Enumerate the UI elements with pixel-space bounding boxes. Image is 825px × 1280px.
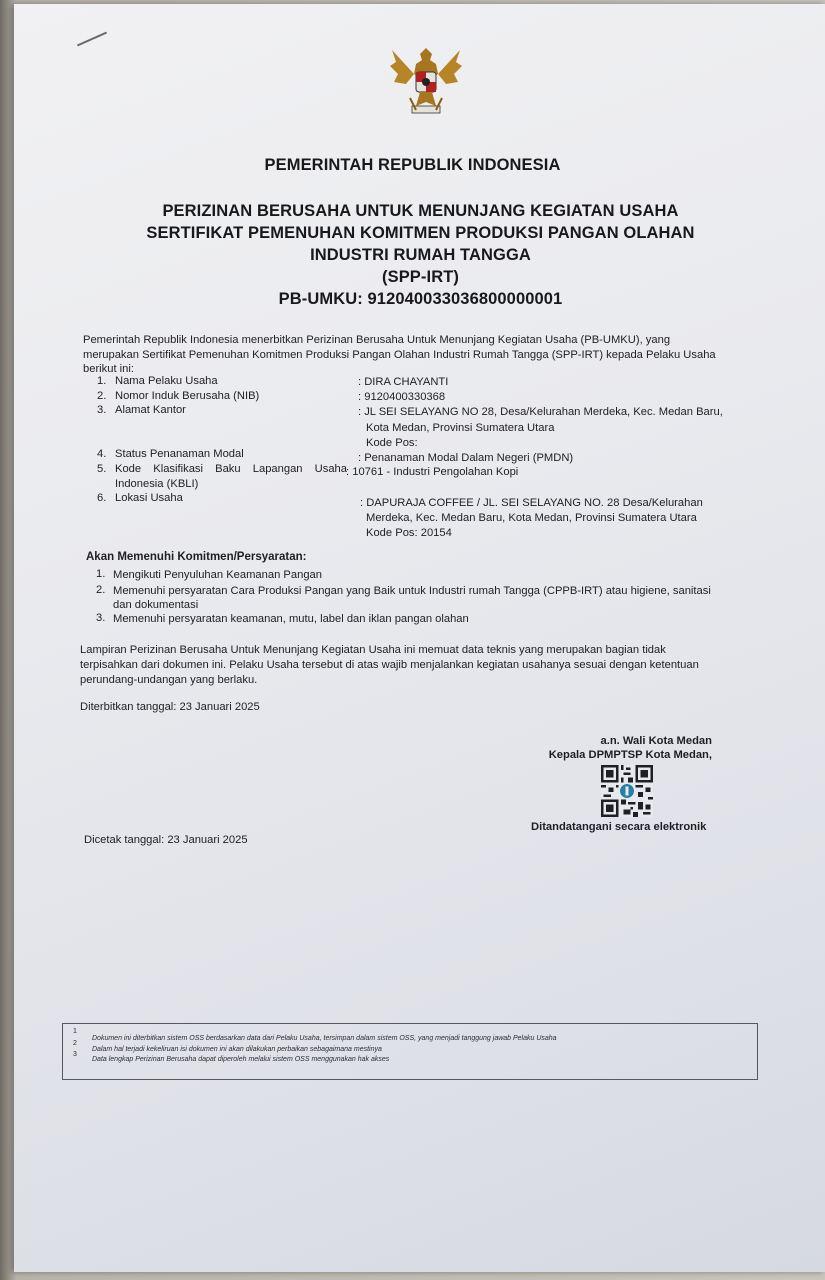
detail-label: Kode Klasifikasi Baku Lapangan Usaha	[115, 463, 347, 475]
footnote-text: Dokumen ini diterbitkan sistem OSS berdasarkan data dari Pelaku Usaha, tersimpan dalam sistem OSS, yang menjadi tanggung jawab Pelaku Usaha	[92, 1035, 557, 1042]
signature-on-behalf: a.n. Wali Kota Medan	[600, 735, 712, 747]
detail-value: : 10761 - Industri Pengolahan Kopi	[346, 466, 519, 478]
detail-number: 4.	[97, 448, 107, 460]
intro-line: merupakan Sertifikat Pemenuhan Komitmen Produksi Pangan Olahan Industri Rumah Tangga (SPP-IRT) kepada Pelaku Usaha	[83, 348, 716, 361]
detail-value: : DIRA CHAYANTI	[358, 376, 449, 388]
detail-value: : JL SEI SELAYANG NO 28, Desa/Kelurahan Merdeka, Kec. Medan Baru,	[358, 406, 723, 418]
electronic-signature-note: Ditandatangani secara elektronik	[531, 821, 707, 833]
commitment-number: 1.	[96, 568, 106, 580]
detail-value: : DAPURAJA COFFEE / JL. SEI SELAYANG NO. 28 Desa/Kelurahan	[360, 497, 703, 509]
detail-number: 5.	[97, 463, 107, 475]
commitment-text: Memenuhi persyaratan keamanan, mutu, label dan iklan pangan olahan	[113, 613, 469, 625]
detail-label: Status Penanaman Modal	[115, 448, 244, 460]
garuda-emblem-icon	[386, 40, 466, 120]
footnote-number: 3	[73, 1051, 77, 1058]
qr-center-logo	[618, 782, 635, 799]
commitment-text: dan dokumentasi	[113, 599, 199, 611]
commitment-number: 3.	[96, 612, 106, 624]
detail-value: : Penanaman Modal Dalam Negeri (PMDN)	[358, 452, 574, 464]
commitment-number: 2.	[96, 584, 106, 596]
detail-value: Kode Pos: 20154	[366, 527, 452, 539]
closing-paragraph	[80, 643, 760, 688]
detail-value: Kode Pos:	[366, 437, 418, 449]
intro-paragraph	[83, 333, 758, 377]
intro-line: berikut ini:	[83, 363, 134, 375]
detail-number: 2.	[97, 390, 107, 402]
signature-official: Kepala DPMPTSP Kota Medan,	[548, 749, 712, 761]
detail-value: : 9120400330368	[358, 391, 446, 403]
issued-date: Diterbitkan tanggal: 23 Januari 2025	[80, 701, 260, 713]
detail-number: 6.	[97, 492, 107, 504]
title-line-1: PERIZINAN BERUSAHA UNTUK MENUNJANG KEGIATAN USAHA	[162, 202, 679, 220]
detail-number: 3.	[97, 404, 107, 416]
commitments-title: Akan Memenuhi Komitmen/Persyaratan:	[86, 551, 307, 563]
detail-value: Kota Medan, Provinsi Sumatera Utara	[366, 422, 555, 434]
detail-label: Alamat Kantor	[115, 404, 186, 416]
closing-line: terpisahkan dari dokumen ini. Pelaku Usaha tersebut di atas wajib menjalankan kegiatan usahanya sesuai dengan ketentuan	[80, 659, 699, 671]
footnote-text: Dalam hal terjadi kekeliruan isi dokumen ini akan dilakukan perbaikan sebagaimana mestinya	[92, 1046, 382, 1053]
permit-number: PB-UMKU: 912040033036800000001	[278, 290, 563, 308]
intro-line: Pemerintah Republik Indonesia menerbitkan Perizinan Berusaha Untuk Menunjang Kegiatan Usaha (PB-UMKU), yang	[83, 334, 671, 346]
title-line-3: INDUSTRI RUMAH TANGGA	[310, 246, 531, 264]
closing-line: Lampiran Perizinan Berusaha Untuk Menunjang Kegiatan Usaha ini memuat data teknis yang merupakan bagian tidak	[80, 644, 666, 656]
printed-date: Dicetak tanggal: 23 Januari 2025	[84, 834, 248, 846]
footnote-number: 1	[73, 1028, 77, 1035]
detail-value: Merdeka, Kec. Medan Baru, Kota Medan, Provinsi Sumatera Utara	[366, 512, 697, 524]
title-line-4: (SPP-IRT)	[382, 268, 459, 286]
commitment-text: Mengikuti Penyuluhan Keamanan Pangan	[113, 569, 322, 581]
qr-code-icon	[601, 765, 653, 817]
footnote-number: 2	[73, 1040, 77, 1047]
government-heading: PEMERINTAH REPUBLIK INDONESIA	[264, 156, 561, 174]
detail-label: Lokasi Usaha	[115, 492, 183, 504]
closing-line: perundang-undangan yang berlaku.	[80, 674, 258, 686]
detail-label: Nomor Induk Berusaha (NIB)	[115, 390, 260, 402]
title-line-2: SERTIFIKAT PEMENUHAN KOMITMEN PRODUKSI PANGAN OLAHAN	[146, 224, 695, 242]
detail-label: Indonesia (KBLI)	[115, 478, 199, 490]
certificate-paper	[14, 4, 825, 1272]
detail-number: 1.	[97, 375, 107, 387]
commitment-text: Memenuhi persyaratan Cara Produksi Pangan yang Baik untuk Industri rumah Tangga (CPPB-IRT) atau higiene, sanitasi	[113, 585, 711, 597]
detail-label: Nama Pelaku Usaha	[115, 375, 218, 387]
footnote-text: Data lengkap Perizinan Berusaha dapat diperoleh melalui sistem OSS menggunakan hak akses	[92, 1056, 390, 1063]
